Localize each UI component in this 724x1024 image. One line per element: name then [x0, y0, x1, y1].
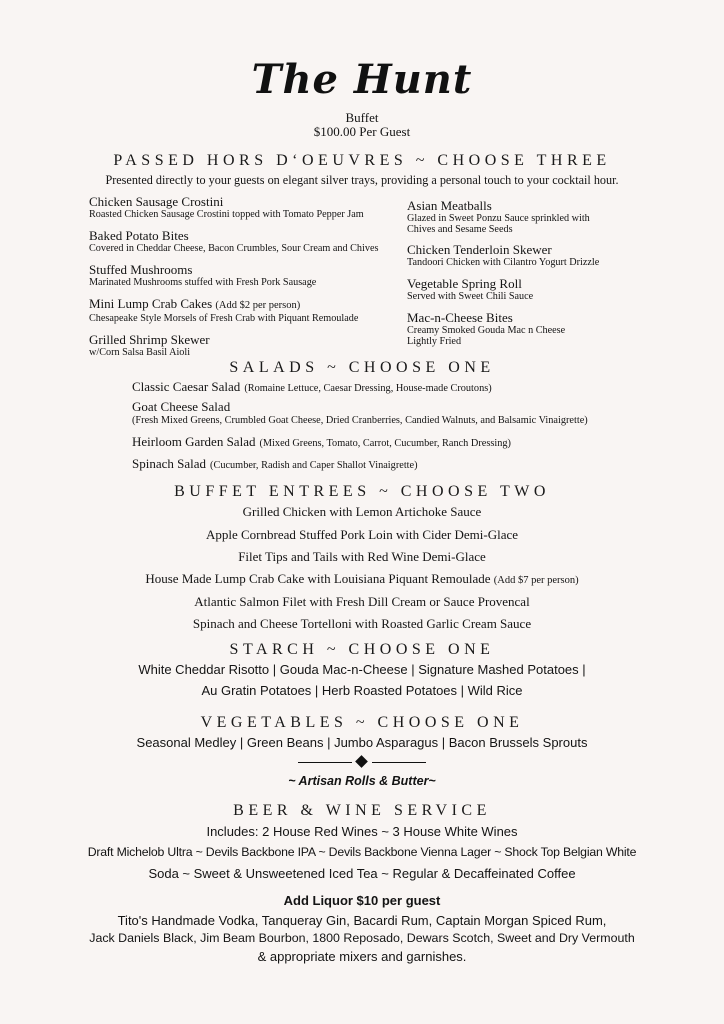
menu-subtitle: Buffet [345, 110, 379, 125]
liquor-line: Jack Daniels Black, Jim Beam Bourbon, 1800 Reposado, Dewars Scotch, Sweet and Dry Vermouth [89, 931, 635, 945]
artisan-rolls: ~ Artisan Rolls & Butter~ [288, 774, 436, 788]
list-item: Grilled Shrimp Skewer w/Corn Salsa Basil Aioli [89, 332, 210, 358]
liquor-heading: Add Liquor $10 per guest [283, 893, 441, 908]
list-item: Stuffed Mushrooms Marinated Mushrooms stuffed with Fresh Pork Sausage [89, 262, 317, 288]
list-item: Apple Cornbread Stuffed Pork Loin with Cider Demi-Glace [205, 527, 519, 542]
beer-wine-heading: BEER & WINE SERVICE [233, 802, 491, 819]
liquor-line: & appropriate mixers and garnishes. [257, 949, 467, 964]
starch-options-line: Au Gratin Potatoes | Herb Roasted Potatoes | Wild Rice [201, 683, 523, 698]
diamond-icon [355, 755, 368, 768]
salads-heading: SALADS ~ CHOOSE ONE [229, 359, 495, 376]
passed-left-column [89, 195, 409, 358]
starch-heading: STARCH ~ CHOOSE ONE [229, 641, 495, 658]
list-item: Atlantic Salmon Filet with Fresh Dill Cream or Sauce Provencal [194, 594, 530, 609]
passed-intro: Presented directly to your guests on elegant silver trays, providing a personal touch to your cocktail hour. [105, 173, 619, 187]
list-item: Asian Meatballs Glazed in Sweet Ponzu Sauce sprinkled with Chives and Sesame Seeds [407, 198, 590, 235]
ornamental-divider [298, 756, 426, 768]
list-item: Chicken Tenderloin Skewer Tandoori Chicken with Cilantro Yogurt Drizzle [407, 242, 600, 268]
list-item: House Made Lump Crab Cake with Louisiana Piquant Remoulade (Add $7 per person) [145, 571, 579, 586]
list-item: Heirloom Garden Salad (Mixed Greens, Tomato, Carrot, Cucumber, Ranch Dressing) [132, 434, 511, 449]
beer-wine-line: Soda ~ Sweet & Unsweetened Iced Tea ~ Regular & Decaffeinated Coffee [148, 866, 576, 881]
list-item: Grilled Chicken with Lemon Artichoke Sauce [242, 504, 482, 519]
beer-wine-line: Includes: 2 House Red Wines ~ 3 House White Wines [206, 824, 518, 839]
restaurant-logo: The Hunt [251, 56, 473, 103]
list-item: Spinach and Cheese Tortelloni with Roasted Garlic Cream Sauce [192, 616, 532, 631]
list-item: Mac-n-Cheese Bites Creamy Smoked Gouda Mac n Cheese Lightly Fried [407, 310, 566, 347]
list-item: Spinach Salad (Cucumber, Radish and Caper Shallot Vinaigrette) [132, 456, 418, 471]
passed-right-column [407, 199, 707, 347]
menu-price: $100.00 Per Guest [313, 124, 411, 139]
list-item: Chicken Sausage Crostini Roasted Chicken Sausage Crostini topped with Tomato Pepper Jam [89, 194, 364, 220]
list-item: Classic Caesar Salad (Romaine Lettuce, Caesar Dressing, House-made Croutons) [132, 379, 492, 394]
entrees-heading: BUFFET ENTREES ~ CHOOSE TWO [174, 483, 550, 500]
liquor-line: Tito's Handmade Vodka, Tanqueray Gin, Bacardi Rum, Captain Morgan Spiced Rum, [117, 913, 607, 928]
list-item: Vegetable Spring Roll Served with Sweet Chili Sauce [407, 276, 534, 302]
starch-options-line: White Cheddar Risotto | Gouda Mac-n-Cheese | Signature Mashed Potatoes | [138, 662, 586, 677]
passed-heading: PASSED HORS D‘OEUVRES ~ CHOOSE THREE [113, 152, 611, 169]
list-item: Goat Cheese Salad (Fresh Mixed Greens, Crumbled Goat Cheese, Dried Cranberries, Candied Walnuts, and Balsamic Vinaigrette) [132, 399, 588, 426]
list-item: Filet Tips and Tails with Red Wine Demi-Glace [238, 549, 486, 564]
beer-wine-line: Draft Michelob Ultra ~ Devils Backbone IPA ~ Devils Backbone Vienna Lager ~ Shock Top Belgian White [87, 845, 637, 859]
vegetables-heading: VEGETABLES ~ CHOOSE ONE [200, 714, 524, 731]
list-item: Baked Potato Bites Covered in Cheddar Cheese, Bacon Crumbles, Sour Cream and Chives [89, 228, 379, 254]
vegetables-options-line: Seasonal Medley | Green Beans | Jumbo Asparagus | Bacon Brussels Sprouts [136, 735, 588, 750]
list-item: Mini Lump Crab Cakes (Add $2 per person) Chesapeake Style Morsels of Fresh Crab with Piquant Remoulade [89, 296, 359, 324]
